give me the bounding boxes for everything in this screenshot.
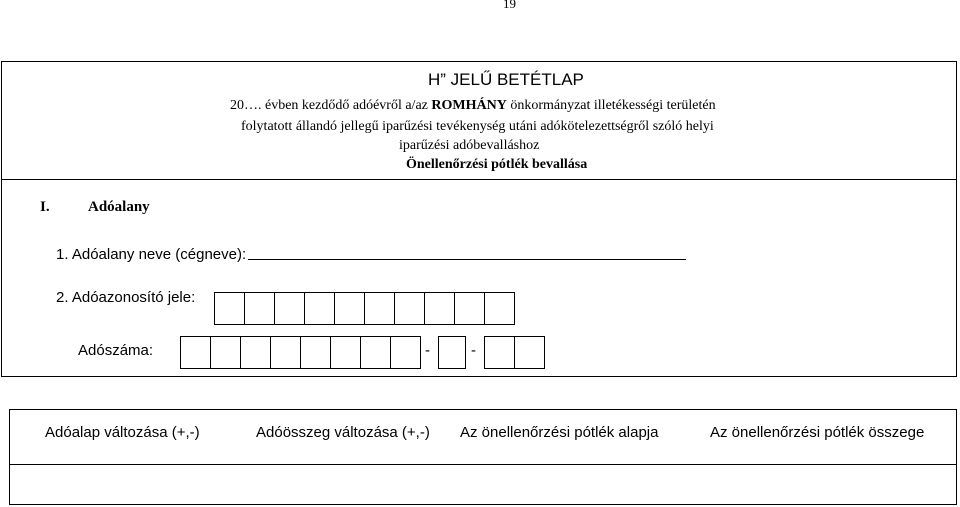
tax-number-digit-box[interactable] xyxy=(240,336,271,369)
tax-id-digit-box[interactable] xyxy=(334,292,365,325)
tax-number-digit-box[interactable] xyxy=(330,336,361,369)
tax-id-digit-box[interactable] xyxy=(244,292,275,325)
header-divider xyxy=(2,179,956,180)
tax-id-digit-box[interactable] xyxy=(424,292,455,325)
tax-number-digit-box[interactable] xyxy=(438,336,466,369)
table-header-3: Az önellenőrzési pótlék alapja xyxy=(460,424,659,441)
tax-id-digit-box[interactable] xyxy=(214,292,245,325)
tax-number-digit-box[interactable] xyxy=(180,336,211,369)
tax-number-label: Adószáma: xyxy=(78,342,154,359)
header-line-1-prefix: 20…. évben kezdődő adóévről a/az xyxy=(230,98,428,113)
tax-id-digit-box[interactable] xyxy=(364,292,395,325)
name-label: 1. Adóalany neve (cégneve): xyxy=(56,246,247,263)
tax-number-digit-box[interactable] xyxy=(210,336,241,369)
tax-number-dash-2: - xyxy=(471,342,476,359)
header-line-1 xyxy=(230,98,716,114)
tax-number-dash-1: - xyxy=(425,342,430,359)
tax-id-digit-box[interactable] xyxy=(274,292,305,325)
table-header-4: Az önellenőrzési pótlék összege xyxy=(710,424,925,441)
tax-number-digit-box[interactable] xyxy=(360,336,391,369)
tax-id-label: 2. Adóazonosító jele: xyxy=(56,289,196,306)
header-line-3: iparűzési adóbevalláshoz xyxy=(399,138,540,153)
tax-number-digit-box[interactable] xyxy=(300,336,331,369)
tax-id-digit-box[interactable] xyxy=(304,292,335,325)
section-number: I. xyxy=(40,199,50,215)
tax-id-digit-box[interactable] xyxy=(454,292,485,325)
page-number: 19 xyxy=(503,0,516,11)
tax-number-digit-box[interactable] xyxy=(390,336,421,369)
table-header-1: Adóalap változása (+,-) xyxy=(45,424,200,441)
tax-number-digit-box[interactable] xyxy=(514,336,545,369)
form-title: H” JELŰ BETÉTLAP xyxy=(428,70,584,89)
tax-id-digit-box[interactable] xyxy=(484,292,515,325)
section-title: Adóalany xyxy=(88,199,150,215)
header-line-2: folytatott állandó jellegű iparűzési tevékenység utáni adókötelezettségről szóló helyi xyxy=(241,119,714,134)
name-field[interactable] xyxy=(248,259,686,260)
table-header-2: Adóösszeg változása (+,-) xyxy=(256,424,430,441)
municipality-name: ROMHÁNY xyxy=(431,98,507,113)
tax-number-digit-box[interactable] xyxy=(484,336,515,369)
header-line-1-suffix: önkormányzat illetékességi területén xyxy=(510,98,716,113)
tax-id-digit-box[interactable] xyxy=(394,292,425,325)
tax-number-digit-box[interactable] xyxy=(270,336,301,369)
table-header-divider xyxy=(10,464,956,465)
header-line-4: Önellenőrzési pótlék bevallása xyxy=(406,157,588,172)
